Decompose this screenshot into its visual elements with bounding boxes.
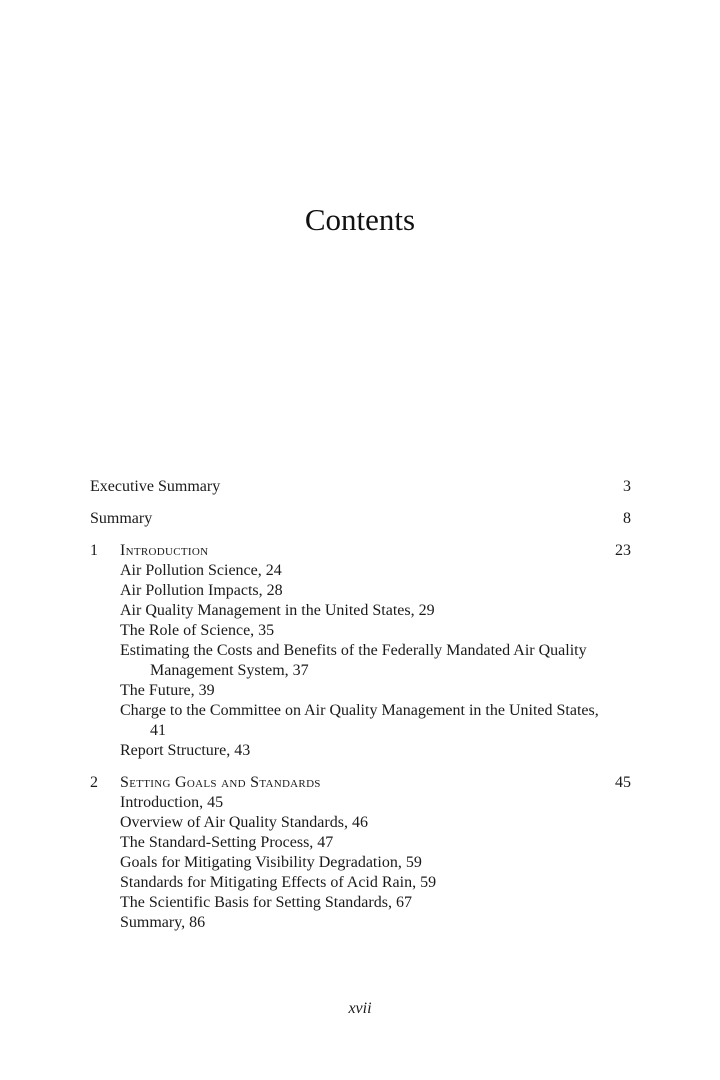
section-item: The Future, 39 [120, 682, 215, 699]
section-list [90, 793, 631, 933]
chapter-number: 1 [90, 542, 98, 559]
section-item: Charge to the Committee on Air Quality Management in the United States, 41 [120, 702, 599, 739]
chapter-2 [90, 773, 631, 933]
section-item: Overview of Air Quality Standards, 46 [120, 814, 368, 831]
section-item: Summary, 86 [120, 914, 206, 931]
chapter-heading [90, 773, 631, 793]
toc-entry-summary [90, 509, 631, 529]
section-list [90, 561, 631, 761]
toc-entry-label: Summary [90, 510, 153, 527]
section-item: Report Structure, 43 [120, 742, 251, 759]
page-folio: xvii [348, 1000, 372, 1017]
toc-entry-executive-summary [90, 477, 631, 497]
toc-entry-label: Executive Summary [90, 478, 221, 495]
chapter-page: 45 [615, 774, 631, 791]
chapter-number: 2 [90, 774, 98, 791]
toc-entry-page: 3 [623, 478, 631, 495]
chapter-title: Setting Goals and Standards [120, 774, 321, 791]
section-item: Estimating the Costs and Benefits of the Federally Mandated Air Quality Management System, 37 [120, 642, 587, 679]
section-item: The Role of Science, 35 [120, 622, 275, 639]
section-item: Standards for Mitigating Effects of Acid Rain, 59 [120, 874, 437, 891]
chapter-1 [90, 541, 631, 761]
chapter-title: Introduction [120, 542, 209, 559]
section-item: The Standard-Setting Process, 47 [120, 834, 334, 851]
section-item: Introduction, 45 [120, 794, 224, 811]
section-item: Air Pollution Impacts, 28 [120, 582, 283, 599]
section-item: Air Quality Management in the United States, 29 [120, 602, 435, 619]
section-item: Air Pollution Science, 24 [120, 562, 282, 579]
chapter-page: 23 [615, 542, 631, 559]
section-item: Goals for Mitigating Visibility Degradation, 59 [120, 854, 422, 871]
chapter-heading [90, 541, 631, 561]
toc-entry-page: 8 [623, 510, 631, 527]
page-title: Contents [304, 202, 416, 237]
section-item: The Scientific Basis for Setting Standards, 67 [120, 894, 412, 911]
table-of-contents [90, 477, 631, 933]
